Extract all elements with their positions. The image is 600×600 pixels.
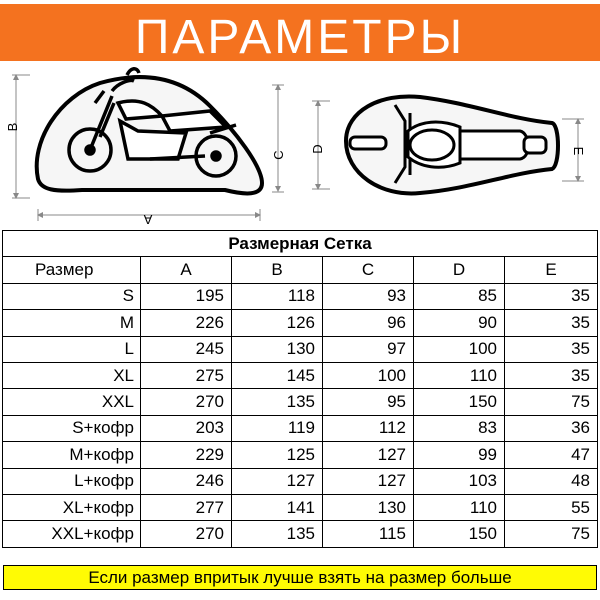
value-cell: 99 bbox=[414, 442, 505, 468]
value-cell: 145 bbox=[232, 362, 323, 388]
value-cell: 93 bbox=[323, 283, 414, 309]
table-row bbox=[3, 468, 598, 494]
value-cell: 103 bbox=[414, 468, 505, 494]
label-e: E bbox=[571, 146, 586, 156]
value-cell: 47 bbox=[505, 442, 598, 468]
value-cell: 35 bbox=[505, 362, 598, 388]
value-cell: 119 bbox=[232, 415, 323, 441]
top-view bbox=[310, 96, 586, 193]
size-cell: XL bbox=[3, 362, 141, 388]
column-header: D bbox=[414, 257, 505, 283]
value-cell: 75 bbox=[505, 521, 598, 547]
value-cell: 275 bbox=[141, 362, 232, 388]
value-cell: 97 bbox=[323, 336, 414, 362]
table-row bbox=[3, 362, 598, 388]
value-cell: 90 bbox=[414, 310, 505, 336]
value-cell: 127 bbox=[323, 442, 414, 468]
value-cell: 226 bbox=[141, 310, 232, 336]
value-cell: 270 bbox=[141, 521, 232, 547]
value-cell: 35 bbox=[505, 336, 598, 362]
label-c: C bbox=[271, 150, 286, 160]
size-cell: S bbox=[3, 283, 141, 309]
page-title: ПАРАМЕТРЫ bbox=[134, 11, 466, 64]
size-cell: XXL bbox=[3, 389, 141, 415]
table-row bbox=[3, 389, 598, 415]
value-cell: 229 bbox=[141, 442, 232, 468]
value-cell: 203 bbox=[141, 415, 232, 441]
value-cell: 118 bbox=[232, 283, 323, 309]
size-cell: XXL+кофр bbox=[3, 521, 141, 547]
value-cell: 270 bbox=[141, 389, 232, 415]
value-cell: 125 bbox=[232, 442, 323, 468]
value-cell: 75 bbox=[505, 389, 598, 415]
table-caption: Размерная Сетка bbox=[3, 231, 598, 257]
value-cell: 36 bbox=[505, 415, 598, 441]
column-header: Размер bbox=[3, 257, 141, 283]
column-header: E bbox=[505, 257, 598, 283]
table-body bbox=[3, 283, 598, 547]
size-chart-table bbox=[2, 230, 598, 548]
value-cell: 245 bbox=[141, 336, 232, 362]
value-cell: 127 bbox=[323, 468, 414, 494]
value-cell: 135 bbox=[232, 389, 323, 415]
table-row bbox=[3, 521, 598, 547]
size-cell: XL+кофр bbox=[3, 494, 141, 520]
table-row bbox=[3, 283, 598, 309]
value-cell: 55 bbox=[505, 494, 598, 520]
value-cell: 95 bbox=[323, 389, 414, 415]
value-cell: 96 bbox=[323, 310, 414, 336]
table-header-row bbox=[3, 257, 598, 283]
value-cell: 48 bbox=[505, 468, 598, 494]
column-header: A bbox=[141, 257, 232, 283]
value-cell: 35 bbox=[505, 310, 598, 336]
value-cell: 83 bbox=[414, 415, 505, 441]
table-row bbox=[3, 442, 598, 468]
value-cell: 126 bbox=[232, 310, 323, 336]
title-banner bbox=[0, 4, 600, 64]
label-a: A bbox=[143, 212, 153, 227]
value-cell: 277 bbox=[141, 494, 232, 520]
column-header: C bbox=[323, 257, 414, 283]
size-cell: M+кофр bbox=[3, 442, 141, 468]
value-cell: 246 bbox=[141, 468, 232, 494]
value-cell: 130 bbox=[323, 494, 414, 520]
value-cell: 130 bbox=[232, 336, 323, 362]
side-view bbox=[5, 69, 286, 227]
column-header: B bbox=[232, 257, 323, 283]
table-row bbox=[3, 310, 598, 336]
value-cell: 110 bbox=[414, 494, 505, 520]
value-cell: 150 bbox=[414, 389, 505, 415]
value-cell: 141 bbox=[232, 494, 323, 520]
size-cell: L+кофр bbox=[3, 468, 141, 494]
value-cell: 100 bbox=[323, 362, 414, 388]
value-cell: 110 bbox=[414, 362, 505, 388]
value-cell: 195 bbox=[141, 283, 232, 309]
value-cell: 135 bbox=[232, 521, 323, 547]
label-b: B bbox=[5, 122, 20, 132]
label-d: D bbox=[310, 144, 325, 154]
size-cell: M bbox=[3, 310, 141, 336]
value-cell: 115 bbox=[323, 521, 414, 547]
table-row bbox=[3, 494, 598, 520]
value-cell: 100 bbox=[414, 336, 505, 362]
value-cell: 85 bbox=[414, 283, 505, 309]
size-cell: L bbox=[3, 336, 141, 362]
value-cell: 112 bbox=[323, 415, 414, 441]
table-caption-row bbox=[3, 231, 598, 257]
dimension-diagram bbox=[0, 61, 600, 229]
value-cell: 35 bbox=[505, 283, 598, 309]
table-row bbox=[3, 336, 598, 362]
size-cell: S+кофр bbox=[3, 415, 141, 441]
value-cell: 150 bbox=[414, 521, 505, 547]
size-advice-note: Если размер впритык лучше взять на размер больше bbox=[3, 565, 597, 590]
table-row bbox=[3, 415, 598, 441]
value-cell: 127 bbox=[232, 468, 323, 494]
